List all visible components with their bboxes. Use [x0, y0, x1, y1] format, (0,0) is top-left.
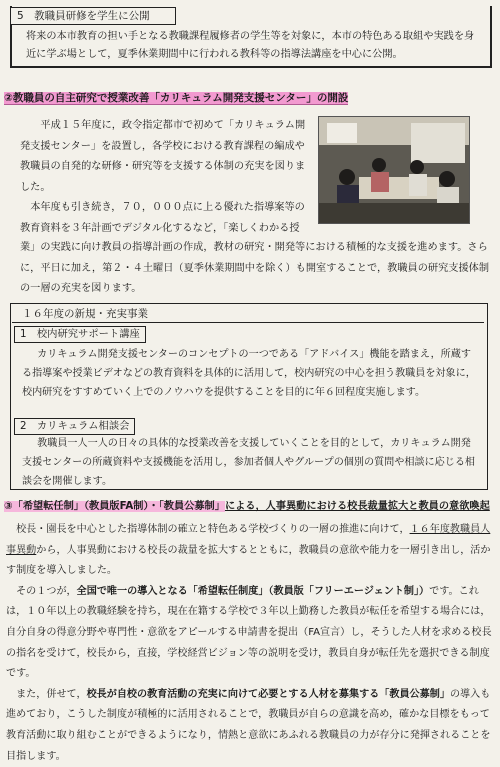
section3-para2 — [6, 582, 494, 685]
section3-heading-b: による，人事異動における校長裁量拡大と教員の意欲喚起 — [224, 501, 490, 512]
section3-para1 — [6, 520, 494, 582]
section2-para2b: 業」の実践に向け教員の指導計画の作成，教材の研究・開発等における積極的な支援を進めます。さらに，平日に加え，第２・４土曜日（夏季休業期間中を除く）も開室することで，教職員の研究支援体制の一層の充実を図ります。 — [20, 242, 490, 294]
section2-para2a-text: 本年度も引き続き，７０，０００点に上る優れた指導案等の教育資料を３年計画でデジタル化するなど，「楽しくわかる授 — [20, 202, 305, 234]
new-projects-divider — [12, 322, 484, 323]
section3-p1a: 校長・園長を中心とした指導体制の確立と特色ある学校づくりの一層の推進に向けて， — [16, 524, 410, 535]
section3-p3b: 校長が自校の教育活動の充実に向けて必要とする人材を募集する「教員公募制」 — [86, 688, 450, 700]
section3-body — [6, 520, 494, 767]
section5-heading: 5 教職員研修を学生に公開 — [10, 7, 176, 25]
section2-heading-text: ②教職員の自主研究で授業改善「カリキュラム開発支援センター」の開設 — [4, 92, 349, 104]
section3-p2c: です。これは，１０年以上の教職経験を持ち，現在在籍する学校で３年以上勤務した教員が転任を希望する場合には，自分自身の得意分野や専門性・意欲をアピールする申請書を提出（FA宣言）し，そうした人材を求める校長の指名を受けて，校長から，直接，学校経営ビジョン等の説明を受け，教員自身が転任先を選択できる制度です。 — [6, 585, 492, 680]
section3-p2b: 全国で唯一の導入となる「希望転任制度」（教員版「フリーエージェント制」） — [76, 585, 430, 597]
item2-text — [22, 434, 480, 491]
section3-p1b: から，人事異動における校長の裁量を拡大するとともに，教職員の意欲や能力を一層引き出し，活かす制度を導入しました。 — [6, 544, 491, 577]
item2-label: 2 カリキュラム相談会 — [14, 418, 135, 435]
item1-label: 1 校内研究サポート講座 — [14, 326, 146, 343]
section3-para3 — [6, 685, 494, 767]
new-projects-title: １６年度の新規・充実事業 — [22, 308, 148, 320]
classroom-photo — [318, 116, 470, 224]
section3-p3a: また，併せて， — [16, 688, 87, 700]
section2-para1-text: 平成１５年度に，政令指定都市で初めて「カリキュラム開発支援センター」を設置し，各学校における教育課程の編成や教職員の自発的な研修・研究等を支援する体制の充実を図りました。 — [20, 120, 306, 193]
section5-body: 将来の本市教育の担い手となる教職課程履修者の学生等を対象に，本市の特色ある取組や実践を身近に学ぶ場として，夏季休業期間中に行われる教科等の指導法講座を中心に公開。 — [26, 31, 475, 60]
section3-p3c: の導入も進めており，こうした制度が積極的に活用されることで，教職員が自らの意識を高め，確かな目標をもって教育活動に取り組むことができるようになり，情熱と意欲にあふれる教職員の力が存分に発揮されることを目指します。 — [6, 688, 491, 762]
section3-p1u: １６年度教職員人事異動 — [6, 524, 491, 556]
section2-para1 — [20, 116, 308, 239]
section3-heading-a: ③「希望転任制」（教員版FA制）・「教員公募制」 — [4, 501, 225, 512]
item2-text-body: 教職員一人一人の日々の具体的な授業改善を支援していくことを目的として，カリキュラム開発支援センターの所蔵資料や支援機能を活用し，参加者個人やグループの個別の質問や相談に応じる相談会を開催します。 — [22, 438, 476, 487]
section2-heading — [4, 90, 359, 106]
section3-p2a: その１つが， — [16, 585, 77, 597]
item1-text-body: カリキュラム開発支援センターのコンセプトの一つである「アドバイス」機能を踏まえ，所蔵する指導案や授業ビデオなどの教育資料を具体的に活用して，校内研究の中心を担う教職員を対象に，校内研究をすすめていく上でのノウハウを提供することを目的に年６回程度実施します。 — [22, 349, 476, 398]
section3-heading — [4, 499, 494, 515]
item1-text — [22, 345, 480, 402]
